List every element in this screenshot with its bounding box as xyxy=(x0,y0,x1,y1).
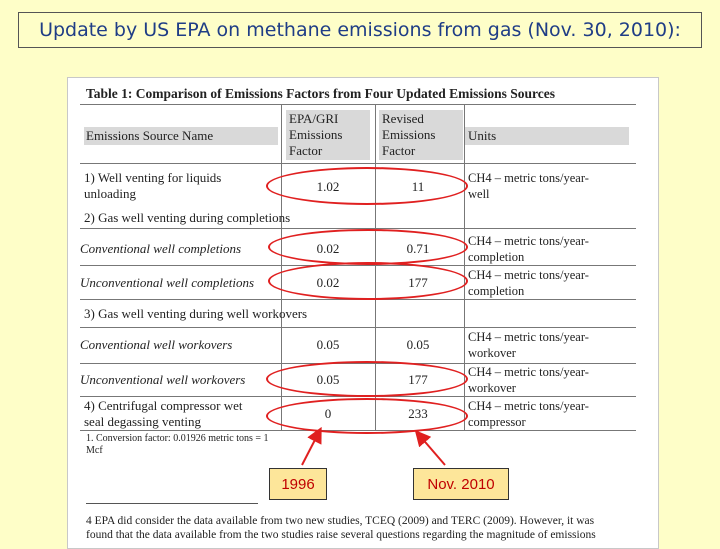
footnote-conversion: 1. Conversion factor: 0.01926 metric tons = 1 xyxy=(86,433,269,444)
row-unconventional-workovers-units-line1: CH4 – metric tons/year- xyxy=(468,365,589,379)
header-source: Emissions Source Name xyxy=(86,128,214,143)
section-2-heading: 2) Gas well venting during completions xyxy=(84,210,291,225)
row-unconventional-completions-epa: 0.02 xyxy=(316,275,340,290)
row-conventional-completions-name: Conventional well completions xyxy=(80,241,242,256)
footnote-4-line1: 4 EPA did consider the data available from two new studies, TCEQ (2009) and TERC (2009). However, it was xyxy=(86,515,595,527)
rule xyxy=(80,104,636,105)
row-conventional-completions-epa: 0.02 xyxy=(316,241,340,256)
row-1-units-line2: well xyxy=(468,187,490,201)
row-unconventional-workovers-revised: 177 xyxy=(408,372,428,387)
footnote-conversion-unit: Mcf xyxy=(86,445,103,456)
row-unconventional-completions-units-line1: CH4 – metric tons/year- xyxy=(468,268,589,282)
highlight-ring-compressor xyxy=(266,398,468,434)
row-conventional-workovers-units-line1: CH4 – metric tons/year- xyxy=(468,330,589,344)
row-conventional-completions-revised: 0.71 xyxy=(406,241,430,256)
header-revised-line3: Factor xyxy=(382,143,416,158)
rule xyxy=(80,163,636,164)
highlight-ring-conventional-completions xyxy=(268,229,468,265)
row-unconventional-completions-name: Unconventional well completions xyxy=(80,275,255,290)
highlight-ring-liquids-unloading xyxy=(266,167,468,205)
rule xyxy=(80,327,636,328)
row-unconventional-workovers-name: Unconventional well workovers xyxy=(80,372,246,387)
row-1-units-line1: CH4 – metric tons/year- xyxy=(468,171,589,185)
header-epa-line1: EPA/GRI xyxy=(289,111,339,126)
highlight-ring-unconventional-completions xyxy=(268,262,468,300)
header-epa-line2: Emissions xyxy=(289,127,343,142)
row-1-epa-value: 1.02 xyxy=(316,179,340,194)
document-page xyxy=(67,77,659,549)
footnote-separator xyxy=(86,503,258,504)
header-revised-line1: Revised xyxy=(382,111,424,126)
header-units: Units xyxy=(468,128,497,143)
footnote-4-line2: found that the data available from the two studies raise several questions regarding the magnitude of emissions xyxy=(86,529,596,541)
row-1-revised-value: 11 xyxy=(411,179,425,194)
row-conventional-workovers-epa: 0.05 xyxy=(316,337,340,352)
label-1996: 1996 xyxy=(269,468,327,500)
row-compressor-name-line2: seal degassing venting xyxy=(84,414,201,429)
row-conventional-completions-units-line1: CH4 – metric tons/year- xyxy=(468,234,589,248)
row-1-name-line1: 1) Well venting for liquids xyxy=(84,170,222,185)
row-compressor-name-line1: 4) Centrifugal compressor wet xyxy=(84,398,243,413)
row-compressor-units-line2: compressor xyxy=(468,415,526,429)
row-unconventional-workovers-units-line2: workover xyxy=(468,381,516,395)
header-revised-line2: Emissions xyxy=(382,127,436,142)
row-compressor-revised: 233 xyxy=(408,406,428,421)
table-title: Table 1: Comparison of Emissions Factors from Four Updated Emissions Sources xyxy=(86,86,556,101)
slide-title: Update by US EPA on methane emissions from gas (Nov. 30, 2010): xyxy=(18,12,702,48)
highlight-ring-unconventional-workovers xyxy=(266,361,468,397)
section-3-heading: 3) Gas well venting during well workovers xyxy=(84,306,308,321)
row-compressor-epa: 0 xyxy=(324,406,332,421)
row-unconventional-completions-revised: 177 xyxy=(408,275,428,290)
row-conventional-workovers-units-line2: workover xyxy=(468,346,516,360)
row-unconventional-workovers-epa: 0.05 xyxy=(316,372,340,387)
row-conventional-workovers-name: Conventional well workovers xyxy=(80,337,233,352)
row-unconventional-completions-units-line2: completion xyxy=(468,284,525,298)
row-conventional-completions-units-line2: completion xyxy=(468,250,525,264)
row-compressor-units-line1: CH4 – metric tons/year- xyxy=(468,399,589,413)
label-nov-2010: Nov. 2010 xyxy=(413,468,509,500)
header-epa-line3: Factor xyxy=(289,143,323,158)
row-conventional-workovers-revised: 0.05 xyxy=(406,337,430,352)
row-1-name-line2: unloading xyxy=(84,186,136,201)
